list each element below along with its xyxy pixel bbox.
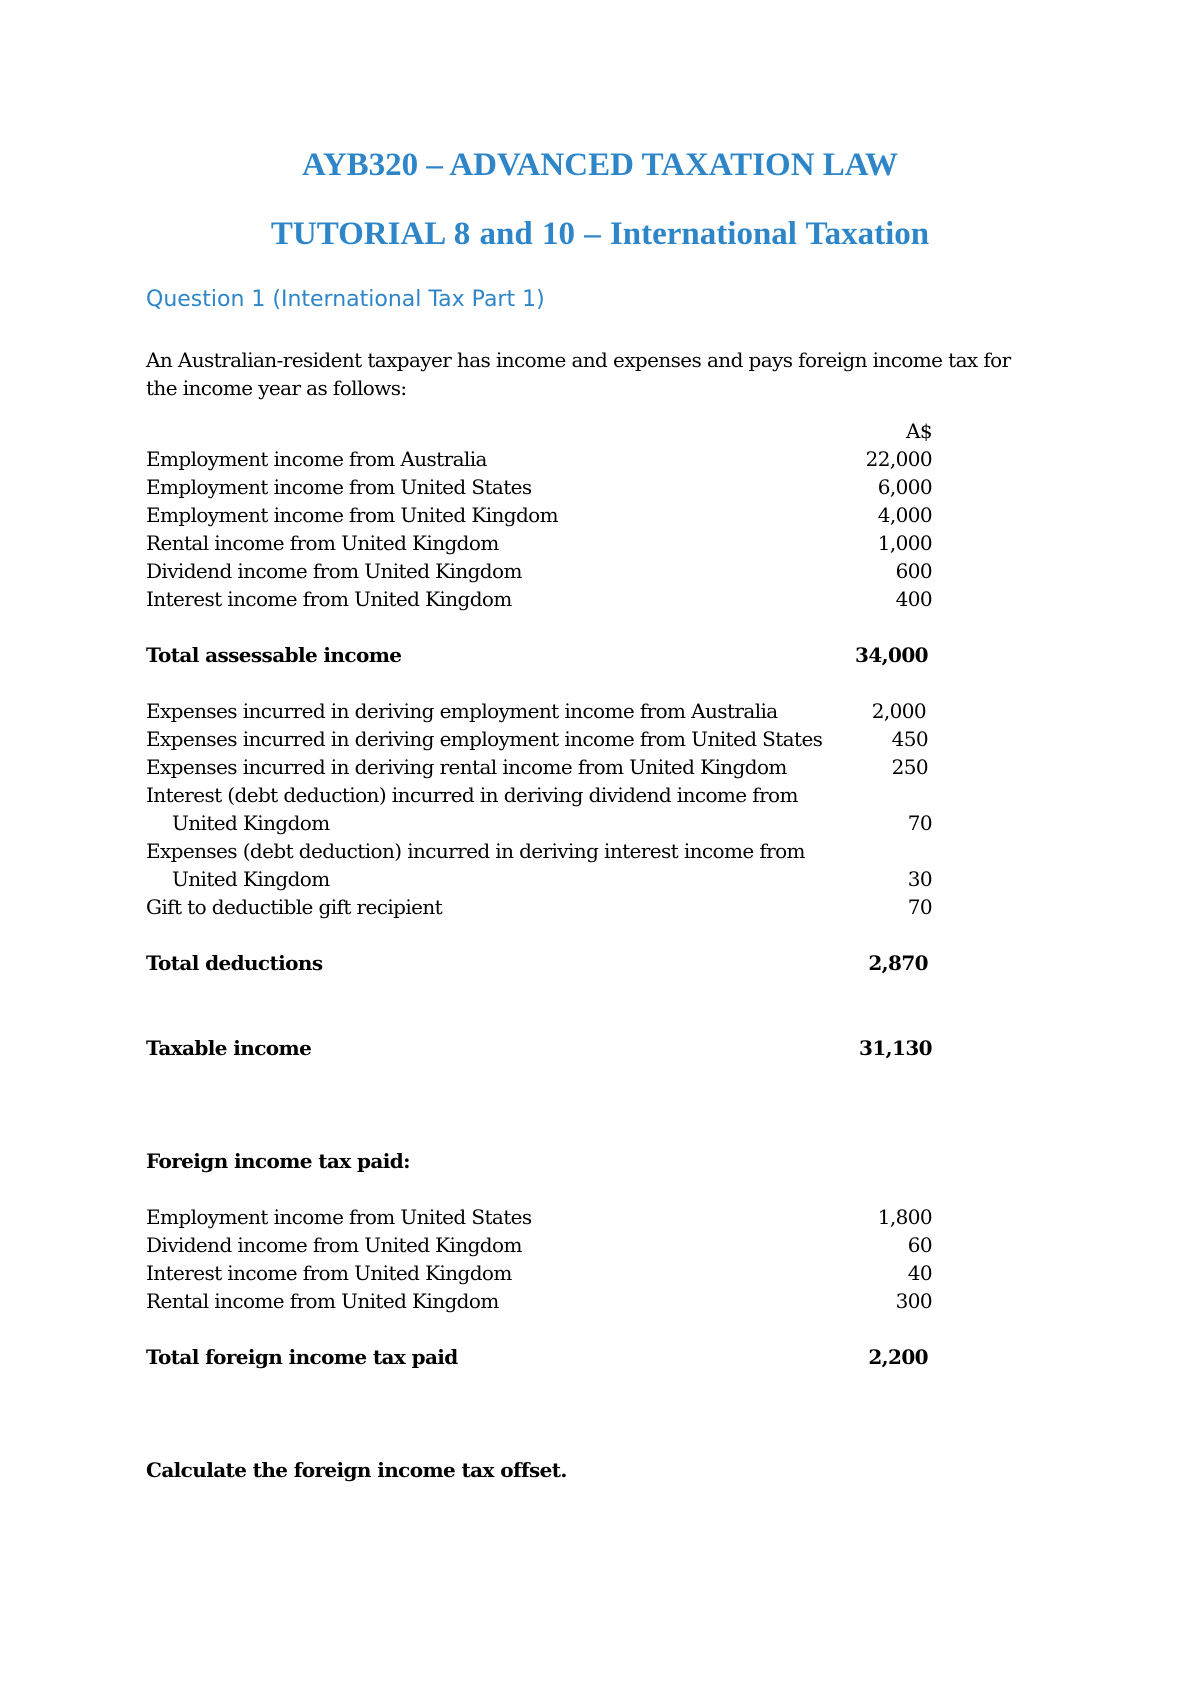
income-value: 6,000 — [877, 475, 932, 499]
expense-label-continued: United Kingdom — [172, 811, 330, 835]
income-row — [146, 445, 932, 473]
expense-row — [146, 725, 932, 753]
income-row — [146, 501, 932, 529]
income-label: Interest income from United Kingdom — [146, 587, 512, 611]
expense-row — [146, 837, 932, 865]
expense-value: 250 — [891, 755, 928, 779]
expense-label: Expenses (debt deduction) incurred in deriving interest income from — [146, 839, 805, 863]
total-assessable-label: Total assessable income — [146, 643, 402, 667]
income-row — [146, 557, 932, 585]
question-heading: Question 1 (International Tax Part 1) — [146, 287, 545, 312]
income-value: 22,000 — [865, 447, 932, 471]
foreign-tax-heading: Foreign income tax paid: — [146, 1149, 410, 1173]
expense-row — [146, 893, 932, 921]
currency-header-row — [146, 417, 932, 445]
foreign-tax-row — [146, 1231, 932, 1259]
foreign-tax-row — [146, 1287, 932, 1315]
course-title: AYB320 – ADVANCED TAXATION LAW — [302, 147, 898, 183]
total-deductions-row — [146, 949, 932, 977]
expense-label: Gift to deductible gift recipient — [146, 895, 443, 919]
tutorial-title: TUTORIAL 8 and 10 – International Taxation — [270, 216, 930, 252]
income-value: 400 — [895, 587, 932, 611]
expense-value: 70 — [907, 895, 932, 919]
total-deductions-value: 2,870 — [868, 951, 928, 975]
expense-label: Expenses incurred in deriving rental income from United Kingdom — [146, 755, 787, 779]
income-label: Rental income from United Kingdom — [146, 531, 499, 555]
expense-row — [146, 753, 932, 781]
income-value: 4,000 — [877, 503, 932, 527]
foreign-tax-value: 40 — [907, 1261, 932, 1285]
total-assessable-value: 34,000 — [855, 643, 928, 667]
taxable-income-row — [146, 1034, 932, 1062]
total-deductions-label: Total deductions — [146, 951, 323, 975]
expense-label: Expenses incurred in deriving employment income from Australia — [146, 699, 778, 723]
income-value: 600 — [895, 559, 932, 583]
income-label: Employment income from United States — [146, 475, 532, 499]
question-instruction: Calculate the foreign income tax offset. — [146, 1458, 567, 1482]
foreign-tax-label: Rental income from United Kingdom — [146, 1289, 499, 1313]
expense-label: Expenses incurred in deriving employment income from United States — [146, 727, 823, 751]
total-foreign-tax-row — [146, 1343, 932, 1371]
foreign-tax-row — [146, 1259, 932, 1287]
taxable-income-label: Taxable income — [146, 1036, 312, 1060]
income-row — [146, 585, 932, 613]
expense-value: 70 — [907, 811, 932, 835]
question-intro: An Australian-resident taxpayer has income and expenses and pays foreign income tax for the income year as follows: — [146, 348, 1011, 400]
expense-row-continued — [146, 809, 932, 837]
total-assessable-row — [146, 641, 932, 669]
expense-row — [146, 697, 932, 725]
income-row — [146, 529, 932, 557]
total-foreign-tax-value: 2,200 — [868, 1345, 928, 1369]
income-label: Employment income from United Kingdom — [146, 503, 558, 527]
income-label: Dividend income from United Kingdom — [146, 559, 522, 583]
expense-row — [146, 781, 932, 809]
foreign-tax-label: Dividend income from United Kingdom — [146, 1233, 522, 1257]
expense-label: Interest (debt deduction) incurred in deriving dividend income from — [146, 783, 798, 807]
foreign-tax-value: 1,800 — [877, 1205, 932, 1229]
foreign-tax-label: Interest income from United Kingdom — [146, 1261, 512, 1285]
total-foreign-tax-label: Total foreign income tax paid — [146, 1345, 458, 1369]
currency-label: A$ — [906, 419, 932, 443]
expense-row-continued — [146, 865, 932, 893]
foreign-tax-row — [146, 1203, 932, 1231]
foreign-tax-value: 60 — [907, 1233, 932, 1257]
income-row — [146, 473, 932, 501]
taxable-income-value: 31,130 — [859, 1036, 932, 1060]
expense-value: 450 — [891, 727, 928, 751]
foreign-tax-value: 300 — [895, 1289, 932, 1313]
income-value: 1,000 — [877, 531, 932, 555]
foreign-tax-label: Employment income from United States — [146, 1205, 532, 1229]
income-label: Employment income from Australia — [146, 447, 487, 471]
expense-value: 2,000 — [871, 699, 926, 723]
expense-label-continued: United Kingdom — [172, 867, 330, 891]
expense-value: 30 — [907, 867, 932, 891]
